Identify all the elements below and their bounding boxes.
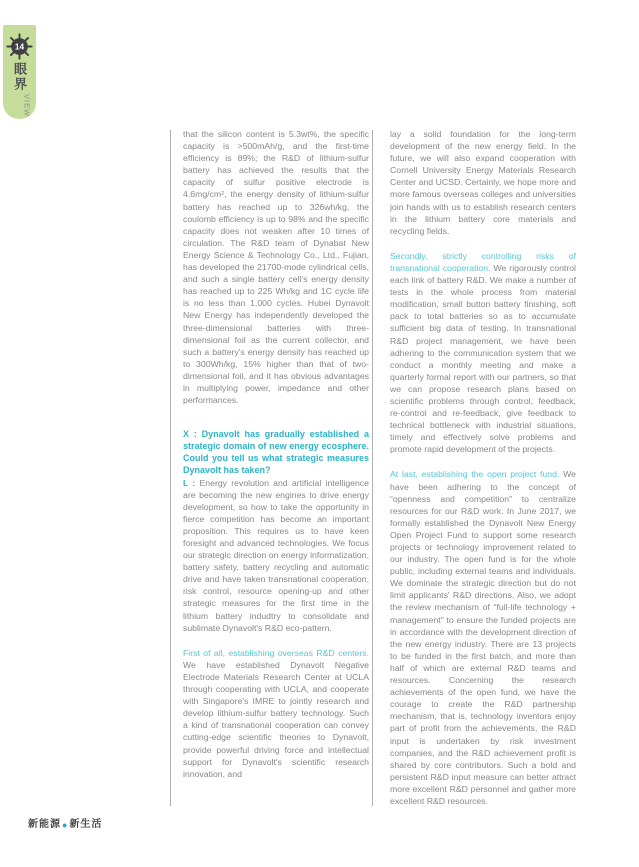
paragraph-text: We have been adhering to the concept of “openness and competition” to centralize resources for our R&D work. In June 2017, we formally established the Dynavolt New Energy Open Project Fund to support some research projects or technology improvement related to our industry. The open fund is for the whole public, including external teams and individuals. We dominate the strategic direction but do not limit applicants' R&D directions. Also, we adopt the review mechanism of “full-life technology + management” to ensure the funded projects are in accordance with the development direction of the new energy industry. There are 13 projects to be funded in the first batch, and more than half of which are external R&D teams and resources. Concerning the research achievements of the open fund, we have the courage to create the R&D partnership mechanism, that is, technology inventors enjoy part of profit from the achievements, the R&D input is undertaken by risk investment companies, and the R&D achievement profit is shared by core contributors. Such a bold and persistent R&D input measure can better attract more excellent R&D personnel and gather more excellent R&D resources.: [390, 469, 576, 806]
body-paragraph: that the silicon content is 5.3wt%, the specific capacity is >500mAh/g, and the first-time efficiency is 89%; the R&D of lithium-sulfur battery has achieved the results that the capacity of sulfur positive electrode is 4.6mg/cm², the energy density of lithium-sulfur battery has reached up to 326wh/kg, the coulomb efficiency is up to 98% and the specific capacity does not weaken after 10 times of circulation. The R&D team of Dynabat New Energy Science & Technology Co., Ltd., Fujian, has developed the 21700-mode cylindrical cells, and such a single battery cell's energy density has reached up to 225 Wh/kg and 1C cycle life is no less than 1,000 cycles. Hubei Dynavolt New Energy has independently developed the three-dimensional batteries with three-dimensional foil as the current collector, and such a battery's energy density has reached up to 300Wh/kg, 15% higher than that of two-dimensional foil, and it has obvious advantages in multiplying power, impedance and other performances.: [183, 129, 369, 406]
brand-dot-icon: ●: [62, 820, 69, 830]
section-tab: [3, 25, 36, 119]
answer-text: Energy revolution and artificial intelligence are becoming the new engines to drive energy development, so how to take the opportunity in fierce competition has become an important proposition. This requires us to have keen foresight and advanced technologies. We focus our strategic direction on energy informatization, battery safety, battery recycling and automatic drive and have taken transnational cooperation, risk control, resource opening-up and other strategic measures for the first time in the lithium battery indudtry to consolidate and sublimate Dynavolt's R&D eco-pattern.: [183, 477, 369, 633]
body-paragraph: [390, 250, 576, 456]
body-paragraph: [183, 647, 369, 780]
brand-text-left: 新能源: [28, 819, 61, 830]
paragraph-text: We rigorously control each link of battery R&D. We make a number of tests in the whole process from material modification, small button battery finishing, soft pack to total batteries so as to accumulate sufficient big data of testing. In transnational R&D project management, we have been adhering to the communication system that we conduct a monthly meeting and make a quarterly formal report with our partners, so that we can propose research plans based on scientific problems through control, feedback, re-control and re-feedback, give feedback to technical bottleneck with industrial situations, timely and effectively solve problems and promote rapid development of the projects.: [390, 262, 576, 455]
paragraph-teal-lead: Secondly, strictly controlling risks of transnational cooperation.: [390, 250, 576, 273]
left-column-rule: [170, 130, 171, 806]
article-column-right: [390, 128, 576, 807]
body-paragraph: lay a solid foundation for the long-term development of the new energy field. In the future, we will also expand cooperation with Cornell University Energy Materials Research Center and UCSD. Certainly, we hope more and more famous overseas colleges and universities join hands with us to establish research centers in the lithium battery core materials and recycling fields.: [390, 129, 576, 236]
section-title-en: VIEW: [22, 94, 32, 118]
answer-speaker-lead: L :: [183, 477, 196, 488]
paragraph-teal-lead: At last, establishing the open project fund.: [390, 469, 560, 480]
article-column-left: [183, 128, 369, 780]
interview-question: X : Dynavolt has gradually established a strategic domain of new energy ecosphere. Could you tell us what strategic measures Dynavolt has taken?: [183, 429, 369, 476]
middle-column-rule: [372, 130, 373, 806]
section-title-cn: 眼界: [12, 62, 27, 92]
page-number: 14: [14, 42, 25, 52]
paragraph-text: We have established Dynavolt Negative Electrode Materials Research Center at UCLA through cooperating with UCLA, and cooperate with Singapore's IMRE to jointly research and develop lithium-sulfur battery technology. Such a kind of transnational cooperation can convey cutting-edge scientific theories to Dynavolt, provide powerful driving force and intellectual support for Dynavolt's scientific research innovation, and: [183, 659, 369, 779]
body-paragraph: [390, 468, 576, 807]
brand-text-right: 新生活: [69, 819, 103, 830]
paragraph-teal-lead: First of all, establishing overseas R&D centers.: [183, 647, 369, 658]
interview-answer: [183, 477, 369, 634]
footer-brand-logo: [28, 819, 102, 831]
page-number-sun-icon: [6, 33, 33, 60]
